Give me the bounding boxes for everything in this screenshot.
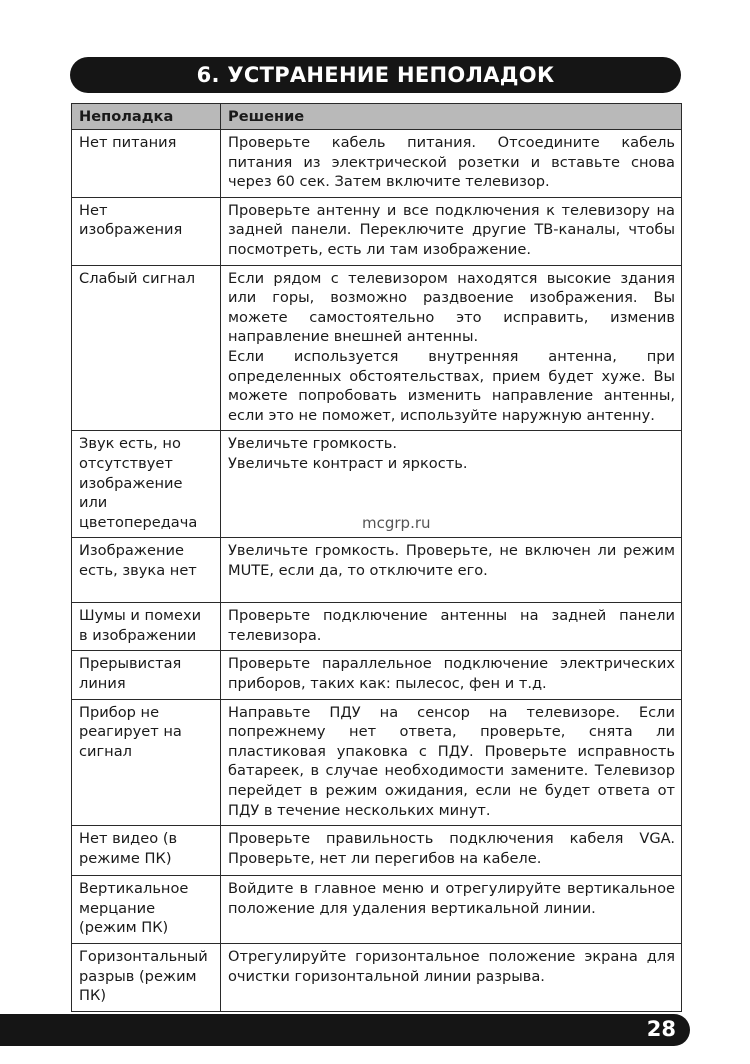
solution-cell: [221, 431, 682, 538]
watermark: mcgrp.ru: [362, 514, 431, 532]
solution-text: Если используется внутренняя антенна, при определенных обстоятельствах, прием будет хуже. Вы можете попробовать изменить направление антенны, если это не поможет, используйте наружную антенну.: [228, 347, 675, 424]
table-row: [72, 197, 682, 265]
solution-cell: [221, 876, 682, 944]
solution-cell: [221, 538, 682, 603]
solution-cell: [221, 651, 682, 699]
solution-text: Проверьте правильность подключения кабеля VGA. Проверьте, нет ли перегибов на кабеле.: [228, 830, 675, 867]
table-row: [72, 699, 682, 826]
table-row: [72, 651, 682, 699]
solution-text: Направьте ПДУ на сенсор на телевизоре. Если попрежнему нет ответа, проверьте, снята ли пластиковая упаковка с ПДУ. Проверьте исправность батареек, в случае необходимости замените. Телевизор перейдет в режим ожидания, если не будет ответа от ПДУ в течение нескольких минут.: [228, 703, 675, 819]
table-row: [72, 538, 682, 603]
problem-cell: Изображение есть, звука нет: [72, 538, 221, 603]
solution-text: Если рядом с телевизором находятся высокие здания или горы, возможно раздвоение изображения. Вы можете самостоятельно это исправить, изменив направление внешней антенны.: [228, 269, 675, 346]
title-bar: [70, 57, 681, 93]
page-number: 28: [646, 1017, 676, 1041]
table-row: [72, 603, 682, 651]
solution-cell: [221, 130, 682, 198]
problem-cell: Нет питания: [72, 130, 221, 198]
table-row: [72, 826, 682, 876]
problem-cell: Слабый сигнал: [72, 265, 221, 431]
problem-cell: Нет изображения: [72, 197, 221, 265]
solution-text: Проверьте подключение антенны на задней панели телевизора.: [228, 607, 675, 644]
column-header-problem: Неполадка: [72, 104, 221, 130]
solution-text: Проверьте параллельное подключение электрических приборов, таких как: пылесос, фен и т.д.: [228, 655, 675, 693]
solution-text: Проверьте антенну и все подключения к телевизору на задней панели. Переключите другие ТВ-каналы, чтобы посмотреть, есть ли там изображение.: [228, 201, 675, 258]
problem-cell: Звук есть, но отсутствует изображение или цветопередача: [72, 431, 221, 538]
solution-cell: [221, 197, 682, 265]
problem-cell: Вертикальное мерцание (режим ПК): [72, 876, 221, 944]
solution-cell: [221, 265, 682, 431]
solution-cell: [221, 603, 682, 651]
page-title: 6. УСТРАНЕНИЕ НЕПОЛАДОК: [196, 63, 555, 87]
problem-cell: Прерывистая линия: [72, 651, 221, 699]
solution-text: Войдите в главное меню и отрегулируйте вертикальное положение для удаления вертикальной линии.: [228, 880, 675, 917]
solution-text: Увеличьте контраст и яркость.: [228, 454, 468, 472]
table-row: [72, 265, 682, 431]
solution-text: Увеличьте громкость. Проверьте, не включен ли режим MUTE, если да, то отключите его.: [228, 542, 675, 579]
solution-cell: [221, 699, 682, 826]
problem-cell: Горизонтальный разрыв (режим ПК): [72, 944, 221, 1012]
solution-text: Увеличьте громкость.: [228, 435, 398, 453]
troubleshooting-table: [71, 103, 682, 1012]
column-header-solution: Решение: [221, 104, 682, 130]
table-row: [72, 944, 682, 1012]
solution-text: Отрегулируйте горизонтальное положение экрана для очистки горизонтальной линии разрыва.: [228, 948, 675, 985]
solution-cell: [221, 944, 682, 1012]
problem-cell: Прибор не реагирует на сигнал: [72, 699, 221, 826]
footer-bar: [0, 1014, 690, 1046]
table-header-row: [72, 104, 682, 130]
solution-cell: [221, 826, 682, 876]
table-row: [72, 876, 682, 944]
problem-cell: Нет видео (в режиме ПК): [72, 826, 221, 876]
problem-cell: Шумы и помехи в изображении: [72, 603, 221, 651]
table-row: [72, 130, 682, 198]
solution-text: Проверьте кабель питания. Отсоедините кабель питания из электрической розетки и вставьте снова через 60 сек. Затем включите телевизор.: [228, 134, 675, 191]
